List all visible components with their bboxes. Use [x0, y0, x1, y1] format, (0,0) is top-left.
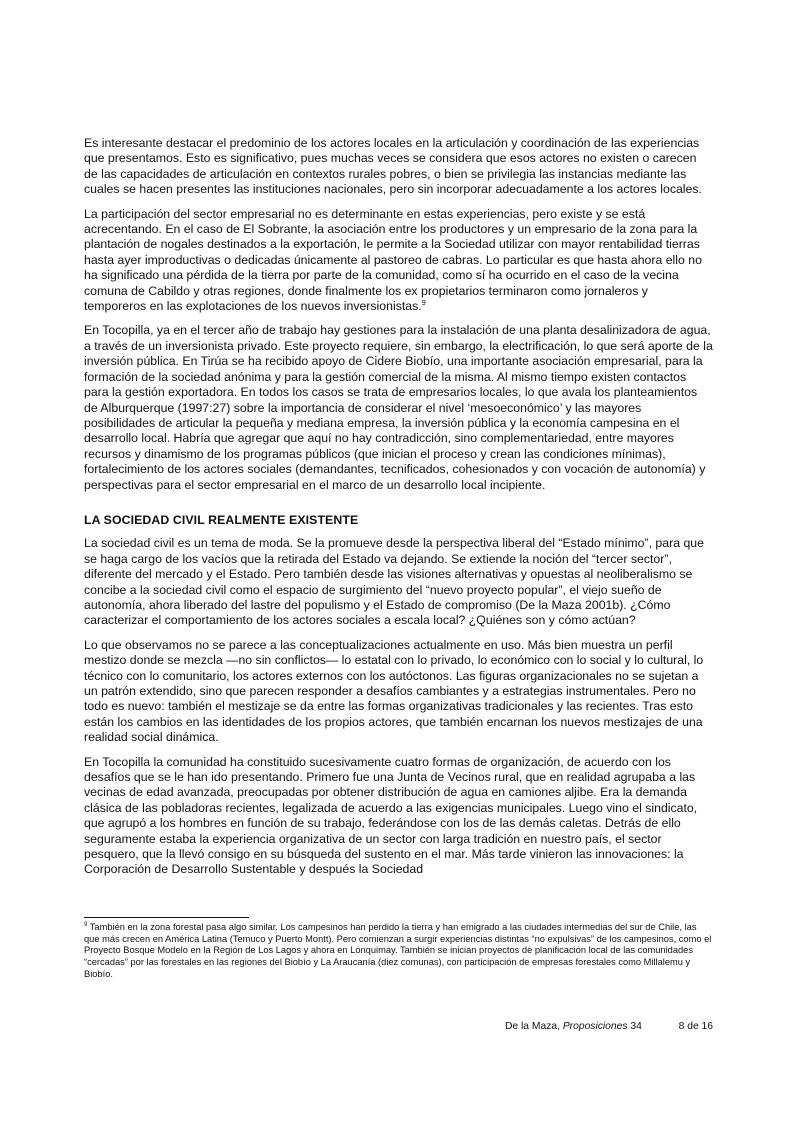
paragraph-5: Lo que observamos no se parece a las conceptualizaciones actualmente en uso. Más bien muestra un perfil mestizo donde se mezcla —no sin conflictos— lo estatal con lo privado, lo económico con lo social y lo cultural, lo técnico con lo comunitario, los actores externos con los autóctonos. Las figuras organizacionales no se sujetan a un patrón extendido, sino que parecen responder a desafíos cambiantes y a estrategias instrumentales. Pero no todo es nuevo: también el mestizaje se da entre las formas organizativas tradicionales y las recientes. Tras esto están los cambios en las identidades de los propios actores, que también encarnan los nuevos mestizajes de una realidad social dinámica.: [84, 637, 704, 745]
paragraph-1: Es interesante destacar el predominio de los actores locales en la articulación y coordinación de las experiencias que presentamos. Esto es significativo, pues muchas veces se considera que esos actores no existen o carecen de las capacidades de articulación en contextos rurales pobres, o bien se privilegia las instancias mediante las cuales se hacen presentes las instituciones nacionales, pero sin incorporar adecuadamente a los actores locales.: [84, 136, 702, 197]
citation: [505, 1020, 642, 1033]
footnote: [84, 922, 713, 981]
page-footer: [505, 1020, 713, 1033]
footnote-reference[interactable]: 9: [421, 297, 426, 307]
footnote-divider: [84, 917, 249, 918]
citation-journal: Proposiciones: [562, 1021, 628, 1032]
paragraph-2: [84, 207, 713, 315]
paragraph-3: En Tocopilla, ya en el tercer año de trabajo hay gestiones para la instalación de una planta desalinizadora de agua, a través de un inversionista privado. Este proyecto requiere, sin embargo, la electrificación, lo que será aporte de la inversión pública. En Tirúa se ha recibido apoyo de Cidere Biobío, una importante asociación empresarial, para la formación de la sociedad anónima y para la gestión comercial de la misma. Al mismo tiempo existen contactos para la gestión exportadora. En todos los casos se trata de empresarios locales, lo que avala los planteamientos de Alburquerque (1997:27) sobre la importancia de considerar el nivel ‘mesoeconómico’ y las mayores posibilidades de articular la pequeña y mediana empresa, la inversión pública y la economía campesina en el desarrollo local. Habría que agregar que aquí no hay contradicción, sino complementariedad, entre mayores recursos y dinamismo de los programas públicos (que inician el proceso y crean las condiciones mínimas), fortalecimiento de los actores sociales (demandantes, tecnificados, cohesionados y con vocación de autonomía) y perspectivas para el sector empresarial en el marco de un desarrollo local incipiente.: [84, 323, 713, 492]
body-text: [84, 136, 713, 887]
section-heading: LA SOCIEDAD CIVIL REALMENTE EXISTENTE: [84, 512, 359, 527]
page-number: 8 de 16: [678, 1021, 713, 1032]
citation-issue: 34: [627, 1021, 642, 1032]
citation-author: De la Maza,: [505, 1021, 563, 1032]
footnote-number: 9: [84, 921, 88, 928]
paragraph-2-text: La participación del sector empresarial no es determinante en estas experiencias, pero existe y se está acrecentando. En el caso de El Sobrante, la asociación entre los productores y un empresario de la zona para la plantación de nogales destinados a la exportación, le permite a la Sociedad utilizar con mayor rentabilidad tierras hasta ayer improductivas o dedicadas únicamente al pastoreo de cabras. Lo particular es que hasta ahora ello no ha significado una pérdida de la tierra por parte de la comunidad, como sí ha ocurrido en el caso de la vecina comuna de Cabildo y otras regiones, donde finalmente los ex propietarios terminaron como jornaleros y temporeros en las explotaciones de los nuevos inversionistas.: [84, 206, 702, 314]
paragraph-4: La sociedad civil es un tema de moda. Se la promueve desde la perspectiva liberal del “Estado mínimo”, para que se haga cargo de los vacíos que la retirada del Estado va dejando. Se extiende la noción del “tercer sector”, diferente del mercado y el Estado. Pero también desde las visiones alternativas y opuestas al neoliberalismo se concibe a la sociedad civil como el espacio de surgimiento del “nuevo proyecto popular”, el viejo sueño de autonomía, ahora liberado del lastre del populismo y el Estado de compromiso (De la Maza 2001b). ¿Cómo caracterizar el comportamiento de los actores sociales a escala local? ¿Quiénes son y cómo actúan?: [84, 536, 704, 628]
paragraph-6: En Tocopilla la comunidad ha constituido sucesivamente cuatro formas de organización, de acuerdo con los desafíos que se le han ido presentando. Primero fue una Junta de Vecinos rural, que en realidad agrupaba a las vecinas de edad avanzada, preocupadas por obtener distribución de agua en camiones aljibe. Era la demanda clásica de las pobladoras recientes, legalizada de acuerdo a las exigencias municipales. Luego vino el sindicato, que agrupó a los hombres en función de su trabajo, federándose con los de las demás caletas. Detrás de ello seguramente estaba la experiencia organizativa de un sector con larga tradición en nuestro país, el sector pesquero, que la llevó consigo en su búsqueda del sustento en el mar. Más tarde vinieron las innovaciones: la Corporación de Desarrollo Sustentable y después la Sociedad: [84, 754, 698, 877]
footnote-text: También en la zona forestal pasa algo similar. Los campesinos han perdido la tierra y han emigrado a las ciudades intermedias del sur de Chile, las que más crecen en América Latina (Temuco y Puerto Montt). Pero comienzan a surgir experiencias distintas “no expulsivas” de los campesinos, como el Proyecto Bosque Modelo en la Región de Los Lagos y ahora en Lonquimay. También se inician proyectos de planificación local de las comunidades “cercadas” por las forestales en las regiones del Biobío y La Araucanía (diez comunas), con participación de empresas forestales como Millalemu y Biobío.: [84, 922, 712, 979]
